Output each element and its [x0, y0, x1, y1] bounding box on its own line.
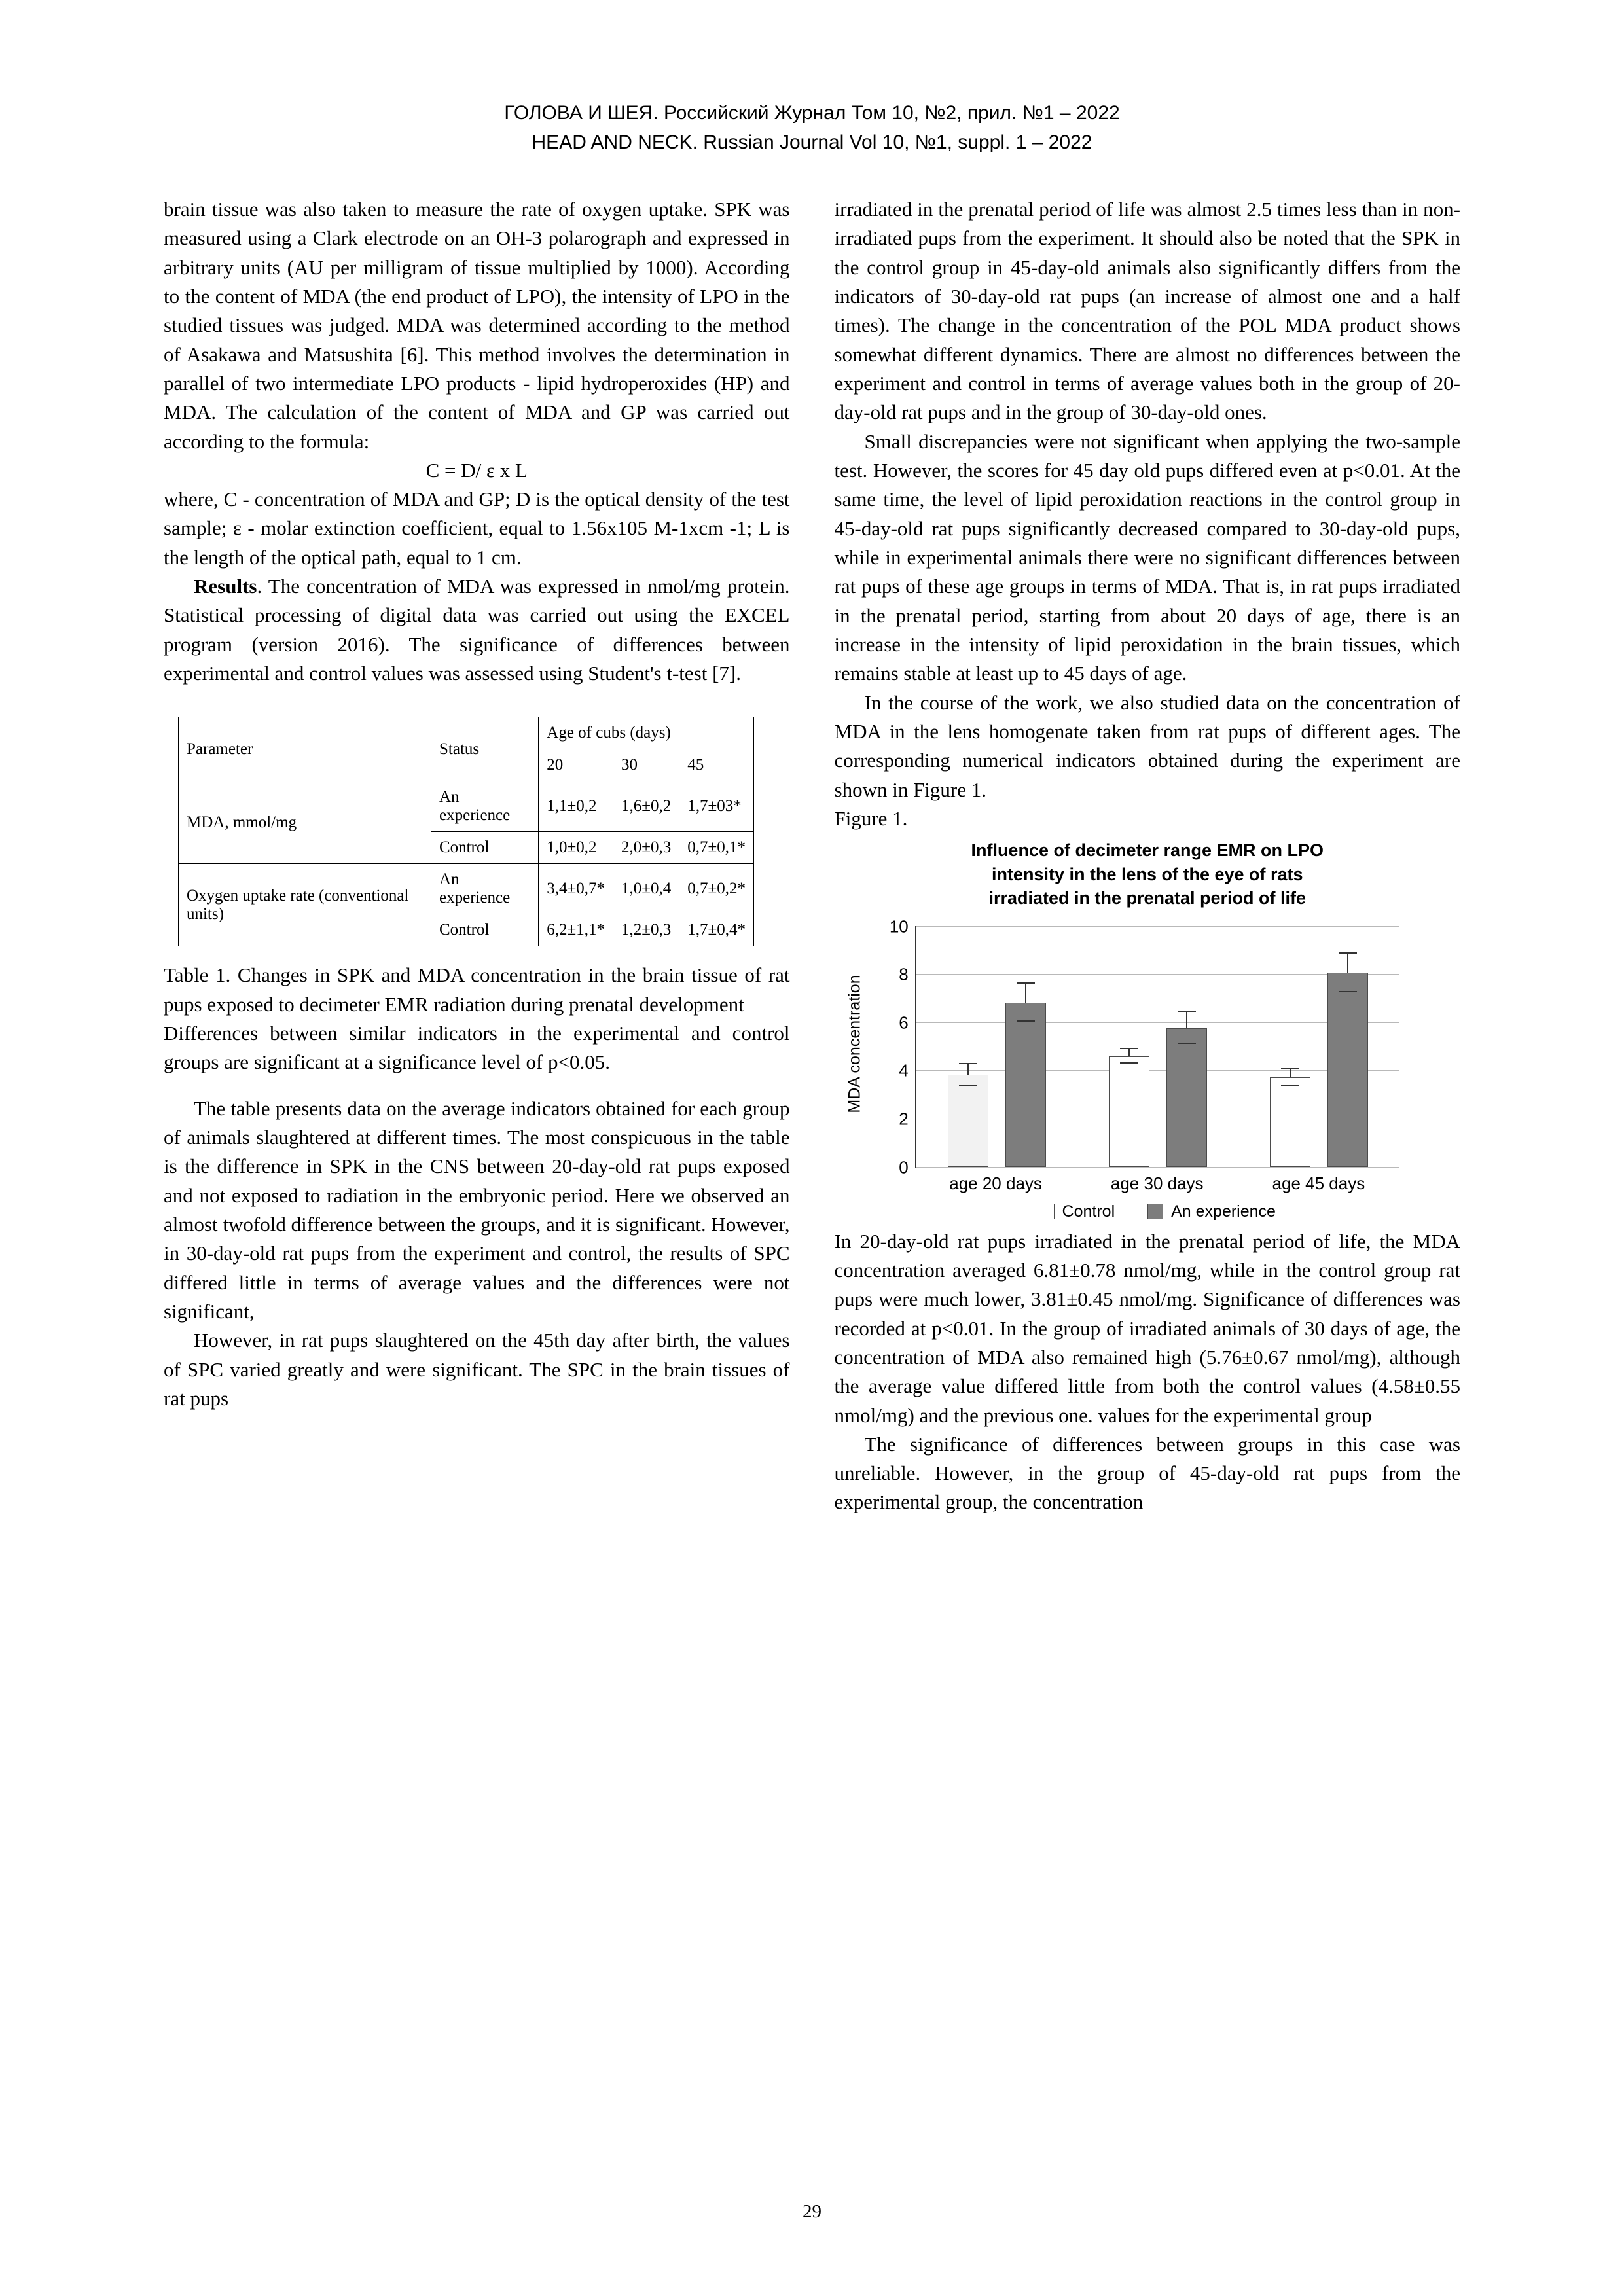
- table-cell-status-experience: An experience: [431, 781, 539, 832]
- left-column: [164, 195, 790, 1413]
- figure-1: [835, 838, 1461, 1227]
- y-tick-label: 6: [899, 1013, 909, 1033]
- bar-control-30: [1109, 1056, 1149, 1167]
- error-cap-top: [1120, 1048, 1138, 1049]
- paragraph-results: [164, 572, 790, 688]
- y-tick-label: 8: [899, 964, 909, 984]
- legend-label: An experience: [1171, 1202, 1276, 1221]
- legend-item-control: [1039, 1202, 1115, 1221]
- bar-column: [948, 926, 988, 1167]
- legend-swatch-icon: [1147, 1204, 1163, 1219]
- two-column-body: [164, 195, 1460, 1517]
- bar-experience-45: [1327, 973, 1368, 1166]
- figure-1-title: [835, 838, 1461, 910]
- bar-experience-30: [1166, 1028, 1207, 1167]
- chart-axes: [889, 916, 1399, 1177]
- error-cap-top: [1017, 982, 1035, 984]
- figure-1-label: Figure 1.: [834, 806, 908, 830]
- table-header-parameter: Parameter: [179, 717, 431, 781]
- right-column: [835, 195, 1461, 1517]
- error-bar: [967, 1064, 969, 1075]
- bar-control-20: [948, 1075, 988, 1166]
- error-cap-top: [1178, 1011, 1196, 1012]
- y-tick-label: 4: [899, 1060, 909, 1081]
- table-1: [178, 717, 754, 946]
- table-row: [179, 717, 754, 749]
- error-cap-top: [959, 1063, 977, 1064]
- table-header-age-30: 30: [613, 749, 679, 781]
- bar-column: [1005, 926, 1046, 1167]
- table-cell-status-experience: An experience: [431, 864, 539, 914]
- error-cap-top: [1339, 952, 1357, 954]
- gridline: [899, 1157, 1399, 1177]
- legend-item-experience: [1147, 1202, 1276, 1221]
- table-cell-value: 2,0±0,3: [613, 832, 679, 864]
- page-number: 29: [803, 2201, 821, 2222]
- table-cell-value: 1,2±0,3: [613, 914, 679, 946]
- bar-experience-20: [1005, 1003, 1046, 1167]
- results-text: . The concentration of MDA was expressed in nmol/mg protein. Statistical processing of digital data was carried out using the EXCEL program (version 2016). The significance of differences between experimental and control values was assessed using Student's t-test [7].: [164, 574, 790, 685]
- error-bar: [1128, 1049, 1130, 1056]
- paragraph-right-1: irradiated in the prenatal period of life was almost 2.5 times less than in non-irradiated pups from the experiment. It should also be noted that the SPK in the control group in 45-day-old animals also significantly differs from the indicators of 30-day-old rat pups (an increase of almost one and a half times). The change in the concentration of the POL MDA product shows somewhat different dynamics. There are almost no differences between the experiment and control in terms of average values both in the group of 20-day-old rat pups and in the group of 30-day-old ones.: [834, 198, 1460, 424]
- bar-control-45: [1270, 1077, 1310, 1166]
- table-cell-parameter-mda: MDA, mmol/mg: [179, 781, 431, 864]
- table-1-caption: Table 1. Changes in SPK and MDA concentration in the brain tissue of rat pups exposed to decimeter EMR radiation during prenatal development: [164, 963, 790, 1016]
- table-row: [179, 781, 754, 832]
- table-cell-value: 0,7±0,1*: [679, 832, 754, 864]
- paragraph-discussion-2: However, in rat pups slaughtered on the 45th day after birth, the values of SPC varied greatly and were significant. The SPC in the brain tissues of rat pups: [164, 1329, 790, 1410]
- chart-group-age-20: [948, 926, 1046, 1167]
- paragraph-methods-1: brain tissue was also taken to measure the rate of oxygen uptake. SPK was measured using a Clark electrode on an OH-3 polarograph and expressed in arbitrary units (AU per milligram of tissue multiplied by 1000). According to the content of MDA (the end product of LPO), the intensity of LPO in the studied tissues was judged. MDA was determined according to the method of Asakawa and Matsushita [6]. This method involves the determination in parallel of two intermediate LPO products - lipid hydroperoxides (HP) and MDA. The calculation of the content of MDA and GP was carried out according to the formula:: [164, 198, 790, 453]
- paragraph-right-2: Small discrepancies were not significant when applying the two-sample test. However, the scores for 45 day old pups differed even at p<0.01. At the same time, the level of lipid peroxidation reactions in the control group in 45-day-old rat pups significantly decreased compared to 30-day-old pups, while in experimental animals there were no significant differences between rat pups of these age groups in terms of MDA. That is, in rat pups irradiated in the prenatal period, starting from about 20 days of age, there is an increase in the intensity of lipid peroxidation in the brain tissues, which remains stable at least up to 45 days of age.: [834, 429, 1460, 685]
- error-cap-top: [1281, 1068, 1299, 1069]
- table-1-wrapper: [164, 717, 790, 946]
- table-cell-value: 1,1±0,2: [539, 781, 613, 832]
- table-header-age-20: 20: [539, 749, 613, 781]
- error-cap-bottom: [959, 1085, 977, 1086]
- chart-legend: [915, 1202, 1399, 1221]
- chart-x-tick-labels: [915, 1174, 1399, 1194]
- table-cell-value: 6,2±1,1*: [539, 914, 613, 946]
- error-bar: [1186, 1012, 1187, 1028]
- legend-swatch-icon: [1039, 1204, 1055, 1219]
- table-cell-status-control: Control: [431, 914, 539, 946]
- error-cap-bottom: [1281, 1085, 1299, 1086]
- error-cap-bottom: [1178, 1043, 1196, 1044]
- header-line-ru: ГОЛОВА И ШЕЯ. Российский Журнал Том 10, №2, прил. №1 – 2022: [504, 102, 1120, 124]
- formula-mda: C = D/ ε x L: [425, 458, 528, 482]
- table-row: [179, 864, 754, 914]
- x-tick-label: age 45 days: [1272, 1173, 1365, 1193]
- table-cell-value: 1,0±0,2: [539, 832, 613, 864]
- table-cell-value: 1,6±0,2: [613, 781, 679, 832]
- error-bar: [1290, 1069, 1291, 1078]
- error-cap-bottom: [1017, 1020, 1035, 1022]
- chart-group-age-30: [1109, 926, 1207, 1167]
- error-cap-bottom: [1120, 1062, 1138, 1064]
- x-tick-label: age 30 days: [1110, 1173, 1204, 1193]
- figure-title-line-1: Influence of decimeter range EMR on LPO: [971, 840, 1324, 861]
- table-cell-value: 1,0±0,4: [613, 864, 679, 914]
- chart-group-age-45: [1270, 926, 1368, 1167]
- paragraph-methods-2: where, C - concentration of MDA and GP; D is the optical density of the test sample; ε - molar extinction coefficient, equal to 1.56x105 M-1xcm -1; L is the length of the optical path, equal to 1 cm.: [164, 487, 790, 569]
- x-tick-label: age 20 days: [949, 1173, 1042, 1193]
- table-cell-value: 0,7±0,2*: [679, 864, 754, 914]
- results-heading: Results: [194, 574, 257, 598]
- paragraph-discussion-1: The table presents data on the average indicators obtained for each group of animals slaughtered at different times. The most conspicuous in the table is the difference in SPK in the CNS between 20-day-old rat pups exposed and not exposed to radiation in the embryonic period. Here we observed an almost twofold difference between the groups, and it is significant. However, in 30-day-old rat pups from the experiment and control, the results of SPC differed little in terms of average values and the differences were not significant,: [164, 1096, 790, 1323]
- bar-column: [1109, 926, 1149, 1167]
- table-cell-parameter-oxygen: Oxygen uptake rate (conventional units): [179, 864, 431, 946]
- figure-title-line-2: intensity in the lens of the eye of rats: [991, 864, 1303, 884]
- error-bar: [1025, 984, 1026, 1003]
- table-header-age-45: 45: [679, 749, 754, 781]
- legend-label: Control: [1062, 1202, 1115, 1221]
- header-line-en: HEAD AND NECK. Russian Journal Vol 10, №1, suppl. 1 – 2022: [532, 132, 1092, 153]
- table-header-age-group: Age of cubs (days): [539, 717, 754, 749]
- figure-title-line-3: irradiated in the prenatal period of life: [988, 888, 1307, 908]
- bar-column: [1327, 926, 1368, 1167]
- table-header-status: Status: [431, 717, 539, 781]
- y-tick-label: 2: [899, 1109, 909, 1129]
- error-bar: [1347, 954, 1348, 973]
- bar-column: [1166, 926, 1207, 1167]
- table-cell-status-control: Control: [431, 832, 539, 864]
- bar-column: [1270, 926, 1310, 1167]
- table-cell-value: 1,7±0,4*: [679, 914, 754, 946]
- bar-chart: [843, 916, 1452, 1227]
- paragraph-right-4: In 20-day-old rat pups irradiated in the prenatal period of life, the MDA concentration averaged 6.81±0.78 nmol/mg, while in the control group rat pups were much lower, 3.81±0.45 nmol/mg. Significance of differences was recorded at p<0.01. In the group of irradiated animals of 30 days of age, the concentration of MDA also remained high (5.76±0.67 nmol/mg), although the average value differed little from both the control values (4.58±0.55 nmol/mg) and the previous one. values for the experimental group: [834, 1229, 1460, 1427]
- y-tick-label: 10: [889, 916, 909, 937]
- chart-y-axis-label: MDA concentration: [845, 974, 864, 1113]
- error-cap-bottom: [1339, 991, 1357, 992]
- running-header: [164, 98, 1460, 157]
- paragraph-right-3: In the course of the work, we also studied data on the concentration of MDA in the lens homogenate taken from rat pups of different ages. The corresponding numerical indicators obtained during the experiment are shown in Figure 1.: [834, 691, 1460, 801]
- paragraph-right-5: The significance of differences between groups in this case was unreliable. However, in the group of 45-day-old rat pups from the experimental group, the concentration: [834, 1432, 1460, 1514]
- table-cell-value: 3,4±0,7*: [539, 864, 613, 914]
- table-cell-value: 1,7±03*: [679, 781, 754, 832]
- y-tick-label: 0: [899, 1157, 909, 1177]
- chart-plot-area: [889, 916, 1399, 1177]
- chart-bar-groups: [916, 926, 1399, 1167]
- table-1-note: Differences between similar indicators in the experimental and control groups are significant at a significance level of p<0.05.: [164, 1021, 790, 1074]
